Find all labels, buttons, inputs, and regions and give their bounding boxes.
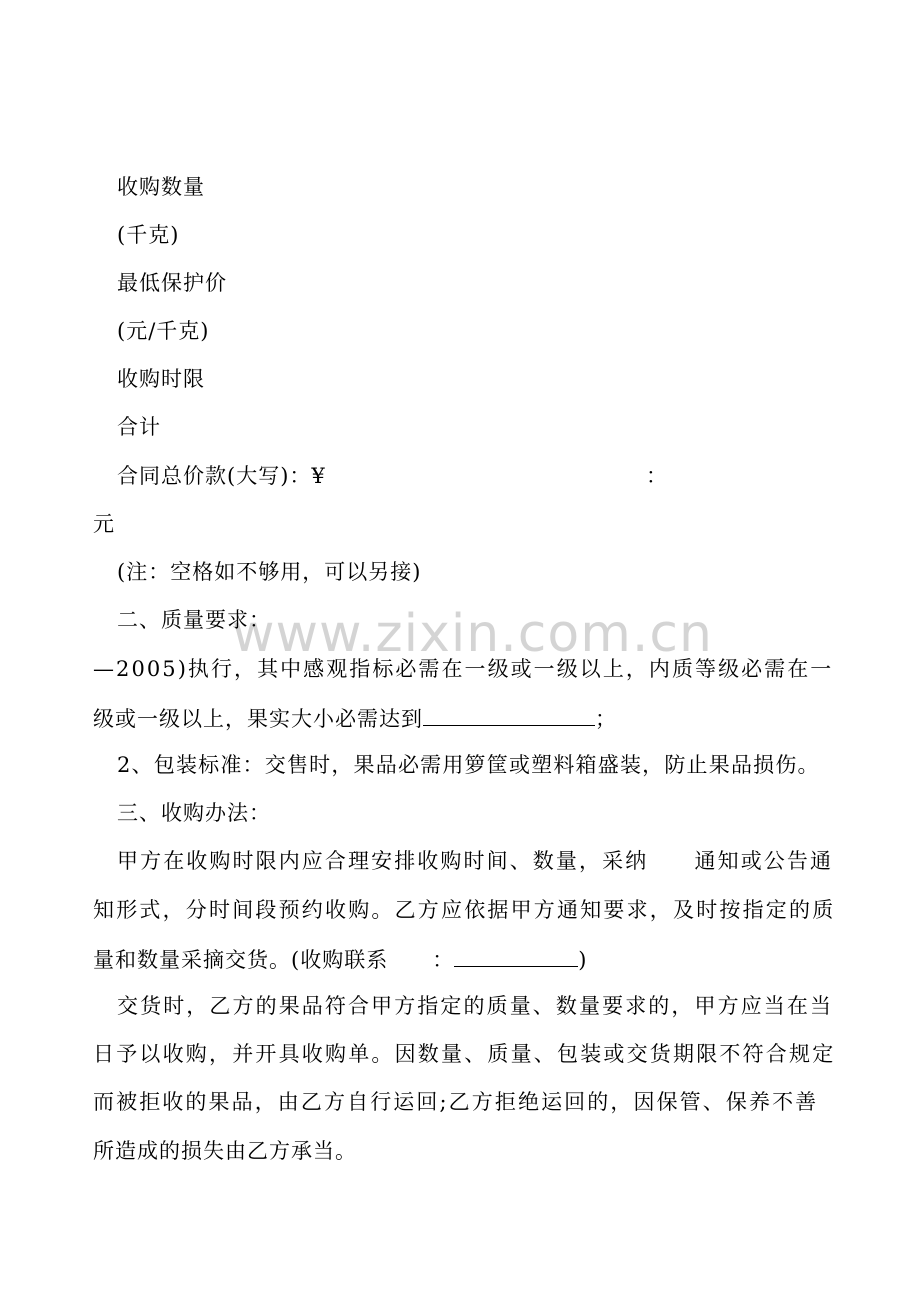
label-quantity-unit: (千克) (117, 223, 180, 247)
section3-p2-line4: 所造成的损失由乙方承当。 (93, 1139, 357, 1163)
label-period: 收购时限 (117, 367, 205, 391)
label-total: 合计 (117, 415, 161, 439)
watermark: www.zixin.com.cn (232, 604, 713, 664)
section3-p2-line1: 交货时，乙方的果品符合甲方指定的质量、数量要求的，甲方应当在当 (117, 994, 834, 1018)
contract-total-label: 合同总价款(大写)：¥ (117, 464, 326, 488)
contract-total-colon: ： (646, 464, 668, 488)
section3-p2-line2: 日予以收购，并开具收购单。因数量、质量、包装或交货期限不符合规定 (93, 1042, 836, 1066)
section2-line2-text: 级或一级以上，果实大小必需达到 (93, 707, 423, 731)
label-quantity: 收购数量 (117, 175, 205, 199)
note: (注：空格如不够用，可以另接) (117, 560, 422, 584)
section3-p2-line3: 而被拒收的果品，由乙方自行运回;乙方拒绝运回的，因保管、保养不善 (93, 1090, 819, 1114)
section3-p1-line3 (93, 944, 587, 974)
section2-heading: 二、质量要求： (117, 608, 271, 632)
section2-line2-end: ； (595, 707, 617, 731)
section3-p1-line2: 知形式，分时间段预约收购。乙方应依据甲方通知要求，及时按指定的质 (93, 898, 836, 922)
section3-p1-line3-text: 量和数量采摘交货。(收购联系 ： (93, 948, 455, 972)
section3-p1-line1: 甲方在收购时限内应合理安排收购时间、数量，采纳 通知或公告通 (117, 849, 834, 873)
contact-blank (454, 944, 578, 967)
label-min-price: 最低保护价 (117, 271, 227, 295)
contract-total-unit: 元 (93, 512, 115, 536)
section3-p1-line3-end: ) (578, 948, 588, 972)
section2-line2 (93, 703, 617, 733)
section2-line1: —2005)执行，其中感观指标必需在一级或一级以上，内质等级必需在一 (93, 657, 834, 681)
fruit-size-blank (423, 703, 595, 726)
section2-item2: 2、包装标准：交售时，果品必需用箩筐或塑料箱盛装，防止果品损伤。 (117, 753, 820, 777)
section3-heading: 三、收购办法： (117, 801, 271, 825)
label-min-price-unit: (元/千克) (117, 319, 210, 343)
